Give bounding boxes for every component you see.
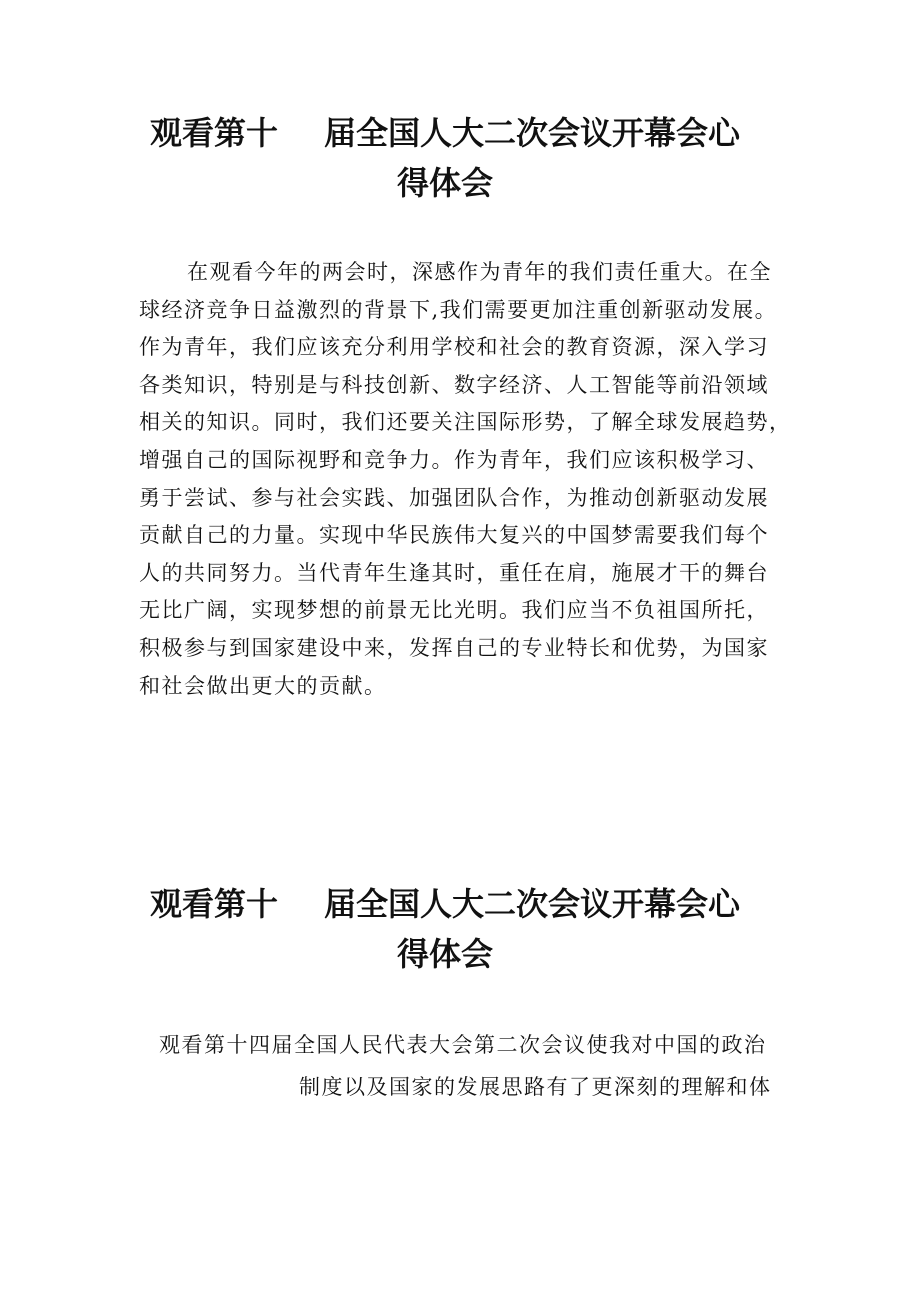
body-line: 作为青年，我们应该充分利用学校和社会的教育资源，深入学习 bbox=[139, 335, 769, 360]
body-line: 积极参与到国家建设中来，发挥自己的专业特长和优势，为国家 bbox=[139, 635, 769, 660]
body-line: 无比广阔，实现梦想的前景无比光明。我们应当不负祖国所托， bbox=[139, 598, 769, 623]
body-line: 观看第十四届全国人民代表大会第二次会议使我对中国的政治 bbox=[159, 1033, 767, 1057]
body-line: 球经济竞争日益激烈的背景下,我们需要更加注重创新驱动发展。 bbox=[139, 297, 778, 322]
body-line: 和社会做出更大的贡献。 bbox=[139, 673, 387, 698]
article-title-line-1 bbox=[100, 108, 790, 158]
article-title bbox=[100, 879, 790, 979]
body-line: 勇于尝试、参与社会实践、加强团队合作，为推动创新驱动发展 bbox=[139, 485, 769, 510]
body-line: 制度以及国家的发展思路有了更深刻的理解和体 bbox=[299, 1075, 772, 1099]
body-line: 各类知识，特别是与科技创新、数字经济、人工智能等前沿领域 bbox=[139, 372, 769, 397]
body-line: 在观看今年的两会时，深感作为青年的我们责任重大。在全 bbox=[187, 260, 772, 284]
article-body bbox=[139, 1024, 789, 1108]
body-line: 人的共同努力。当代青年生逢其时，重任在肩，施展才干的舞台 bbox=[139, 560, 769, 585]
article-title-line-2: 得体会 bbox=[396, 164, 493, 202]
body-line: 贡献自己的力量。实现中华民族伟大复兴的中国梦需要我们每个 bbox=[139, 523, 769, 548]
article-title-line-2: 得体会 bbox=[396, 935, 493, 973]
article-title-part-2: 届全国人大二次会议开幕会心 bbox=[324, 885, 741, 923]
article-title-part-1: 观看第十 bbox=[149, 114, 278, 152]
body-line: 相关的知识。同时，我们还要关注国际形势，了解全球发展趋势， bbox=[139, 410, 792, 435]
article-title-part-1: 观看第十 bbox=[149, 885, 278, 923]
article-body bbox=[139, 254, 792, 705]
article-title-line-1 bbox=[100, 879, 790, 929]
article-title-part-2: 届全国人大二次会议开幕会心 bbox=[324, 114, 741, 152]
body-line: 增强自己的国际视野和竞争力。作为青年，我们应该积极学习、 bbox=[139, 447, 769, 472]
article-title bbox=[100, 108, 790, 208]
